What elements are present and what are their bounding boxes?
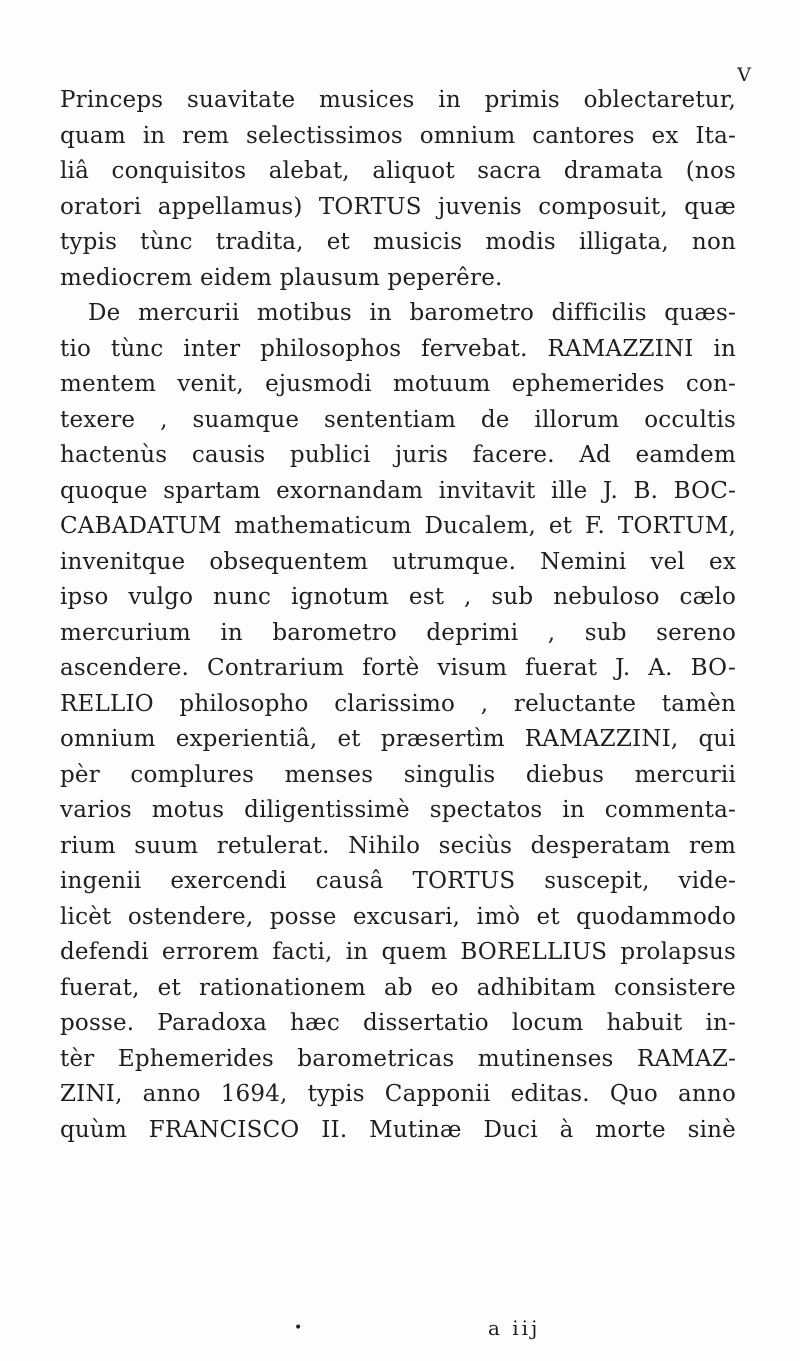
- text-line-17: ascendere. Contrarium fortè visum fuerat J. A. BO-: [60, 655, 736, 681]
- text-line-19: omnium experientiâ, et præsertìm RAMAZZINI, qui: [60, 726, 736, 752]
- text-line-10: texere , suamque sententiam de illorum occultis: [60, 406, 736, 433]
- signature-text: a iij: [488, 1316, 541, 1340]
- text-line-15: ipso vulgo nunc ignotum est , sub nebuloso cælo: [60, 584, 736, 610]
- text-line-3: liâ conquisitos alebat, aliquot sacra dramata (nos: [60, 158, 736, 184]
- text-line-1: Princeps suavitate musices in primis oblectaretur,: [60, 87, 736, 113]
- text-line-6: mediocrem eidem plausum peperêre.: [60, 264, 503, 291]
- text-line-12: quoque spartam exornandam invitavit ille J. B. BOC-: [60, 477, 736, 504]
- text-line-26: fuerat, et rationationem ab eo adhibitam consistere: [60, 974, 736, 1001]
- text-line-4: oratori appellamus) TORTUS juvenis composuit, quæ: [60, 193, 736, 220]
- signature-dot: •: [294, 1320, 303, 1336]
- text-line-29: ZINI, anno 1694, typis Capponii editas. Quo anno: [60, 1081, 736, 1107]
- text-line-11: hactenùs causis publici juris facere. Ad eamdem: [60, 442, 736, 468]
- text-line-9: mentem venit, ejusmodi motuum ephemerides con-: [60, 371, 736, 397]
- text-line-30: quùm FRANCISCO II. Mutinæ Duci à morte sinè: [60, 1116, 736, 1143]
- text-line-28: tèr Ephemerides barometricas mutinenses RAMAZ-: [60, 1045, 736, 1072]
- text-line-13: CABADATUM mathematicum Ducalem, et F. TORTUM,: [60, 513, 736, 539]
- page-number: V: [737, 64, 752, 86]
- text-line-23: ingenii exercendi causâ TORTUS suscepit, vide-: [60, 868, 736, 894]
- text-line-7: De mercurii motibus in barometro difficilis quæs-: [88, 300, 736, 326]
- text-line-8: tio tùnc inter philosophos fervebat. RAMAZZINI in: [60, 335, 736, 362]
- body-text: [60, 83, 736, 1148]
- text-line-18: RELLIO philosopho clarissimo , reluctante tamèn: [60, 690, 736, 717]
- text-line-14: invenitque obsequentem utrumque. Nemini vel ex: [60, 548, 736, 575]
- text-line-5: typis tùnc tradita, et musicis modis illigata, non: [60, 229, 736, 255]
- text-line-20: pèr complures menses singulis diebus mercurii: [60, 761, 736, 788]
- text-line-24: licèt ostendere, posse excusari, imò et quodammodo: [60, 903, 736, 930]
- text-line-16: mercurium in barometro deprimi , sub sereno: [60, 619, 736, 646]
- text-line-25: defendi errorem facti, in quem BORELLIUS prolapsus: [60, 939, 736, 965]
- text-line-22: rium suum retulerat. Nihilo seciùs desperatam rem: [60, 832, 736, 859]
- text-line-21: varios motus diligentissimè spectatos in commenta-: [60, 797, 736, 823]
- text-line-27: posse. Paradoxa hæc dissertatio locum habuit in-: [60, 1010, 736, 1036]
- text-line-2: quam in rem selectissimos omnium cantores ex Ita-: [60, 122, 736, 149]
